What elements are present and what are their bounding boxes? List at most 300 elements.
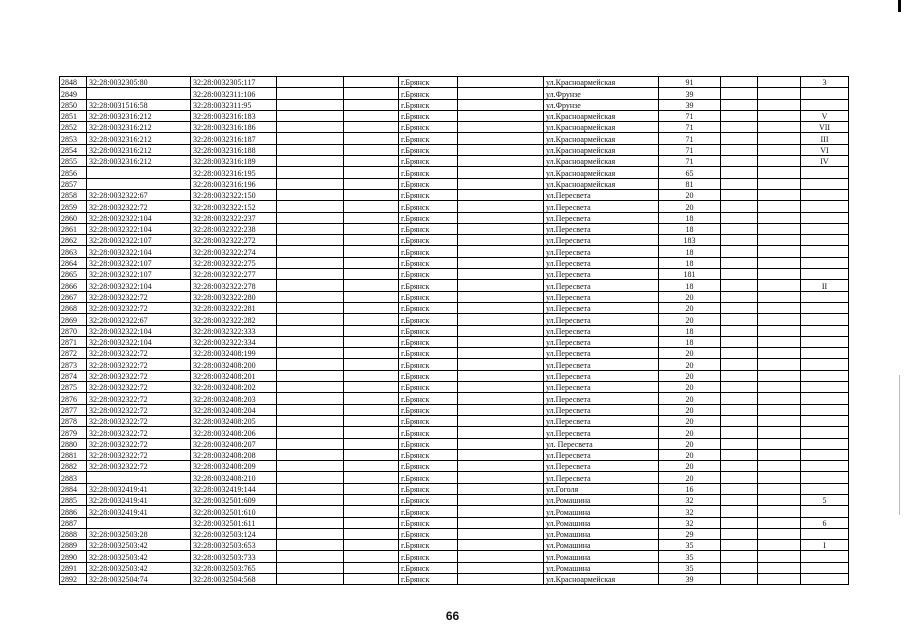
table-row	[60, 325, 849, 336]
empty-cell	[721, 133, 758, 144]
object-cadastral-cell: 32:28:0032322:237	[191, 212, 277, 223]
row-number-cell: 2868	[60, 302, 87, 313]
parcel-cadastral-cell: 32:28:0032322:104	[87, 223, 191, 234]
city-cell: г.Брянск	[399, 201, 458, 212]
house-number-cell: 71	[659, 122, 721, 133]
empty-cell	[458, 325, 544, 336]
object-cadastral-cell: 32:28:0032501:610	[191, 506, 277, 517]
empty-cell	[758, 415, 801, 426]
object-cadastral-cell: 32:28:0032322:278	[191, 280, 277, 291]
parcel-cadastral-cell: 32:28:0032322:72	[87, 415, 191, 426]
city-cell: г.Брянск	[399, 449, 458, 460]
empty-cell	[758, 483, 801, 494]
empty-cell	[277, 133, 344, 144]
empty-cell	[458, 336, 544, 347]
object-cadastral-cell: 32:28:0032408:202	[191, 382, 277, 393]
house-number-cell: 20	[659, 472, 721, 483]
house-number-cell: 18	[659, 223, 721, 234]
city-cell: г.Брянск	[399, 122, 458, 133]
empty-cell	[277, 122, 344, 133]
empty-cell	[344, 325, 399, 336]
register-table	[59, 76, 849, 585]
object-cadastral-cell: 32:28:0032501:611	[191, 517, 277, 528]
object-cadastral-cell: 32:28:0032408:204	[191, 404, 277, 415]
empty-cell	[721, 483, 758, 494]
empty-cell	[344, 99, 399, 110]
empty-cell	[458, 359, 544, 370]
empty-cell	[758, 167, 801, 178]
city-cell: г.Брянск	[399, 110, 458, 121]
city-cell: г.Брянск	[399, 223, 458, 234]
empty-cell	[721, 540, 758, 551]
street-cell: ул.Пересвета	[544, 291, 659, 302]
premises-number-cell	[801, 359, 849, 370]
table-row	[60, 201, 849, 212]
empty-cell	[758, 189, 801, 200]
house-number-cell: 20	[659, 461, 721, 472]
premises-number-cell: IV	[801, 156, 849, 167]
premises-number-cell: 6	[801, 517, 849, 528]
empty-cell	[344, 494, 399, 505]
empty-cell	[721, 574, 758, 585]
empty-cell	[277, 156, 344, 167]
house-number-cell: 20	[659, 382, 721, 393]
empty-cell	[758, 540, 801, 551]
object-cadastral-cell: 32:28:0032419:144	[191, 483, 277, 494]
street-cell: ул.Пересвета	[544, 223, 659, 234]
premises-number-cell	[801, 483, 849, 494]
empty-cell	[721, 302, 758, 313]
object-cadastral-cell: 32:28:0032408:209	[191, 461, 277, 472]
street-cell: ул.Пересвета	[544, 246, 659, 257]
table-row	[60, 246, 849, 257]
empty-cell	[721, 235, 758, 246]
object-cadastral-cell: 32:28:0032322:275	[191, 257, 277, 268]
empty-cell	[344, 574, 399, 585]
city-cell: г.Брянск	[399, 562, 458, 573]
city-cell: г.Брянск	[399, 88, 458, 99]
house-number-cell: 71	[659, 156, 721, 167]
empty-cell	[277, 574, 344, 585]
empty-cell	[721, 370, 758, 381]
object-cadastral-cell: 32:28:0032408:201	[191, 370, 277, 381]
row-number-cell: 2878	[60, 415, 87, 426]
house-number-cell: 20	[659, 314, 721, 325]
parcel-cadastral-cell: 32:28:0032322:72	[87, 201, 191, 212]
table-row	[60, 449, 849, 460]
empty-cell	[458, 246, 544, 257]
table-row	[60, 562, 849, 573]
house-number-cell: 39	[659, 88, 721, 99]
city-cell: г.Брянск	[399, 494, 458, 505]
table-row	[60, 540, 849, 551]
empty-cell	[344, 483, 399, 494]
empty-cell	[458, 257, 544, 268]
table-row	[60, 110, 849, 121]
table-row	[60, 269, 849, 280]
empty-cell	[458, 201, 544, 212]
empty-cell	[344, 178, 399, 189]
city-cell: г.Брянск	[399, 291, 458, 302]
empty-cell	[277, 438, 344, 449]
empty-cell	[277, 540, 344, 551]
empty-cell	[277, 269, 344, 280]
parcel-cadastral-cell	[87, 167, 191, 178]
empty-cell	[277, 393, 344, 404]
row-number-cell: 2864	[60, 257, 87, 268]
object-cadastral-cell: 32:28:0032503:124	[191, 528, 277, 539]
empty-cell	[721, 551, 758, 562]
house-number-cell: 71	[659, 133, 721, 144]
city-cell: г.Брянск	[399, 314, 458, 325]
empty-cell	[758, 551, 801, 562]
row-number-cell: 2872	[60, 348, 87, 359]
premises-number-cell	[801, 449, 849, 460]
empty-cell	[344, 540, 399, 551]
row-number-cell: 2886	[60, 506, 87, 517]
empty-cell	[458, 517, 544, 528]
object-cadastral-cell: 32:28:0032316:195	[191, 167, 277, 178]
empty-cell	[721, 449, 758, 460]
row-number-cell: 2880	[60, 438, 87, 449]
empty-cell	[721, 325, 758, 336]
premises-number-cell	[801, 88, 849, 99]
parcel-cadastral-cell: 32:28:0032322:104	[87, 212, 191, 223]
empty-cell	[344, 506, 399, 517]
house-number-cell: 18	[659, 212, 721, 223]
empty-cell	[344, 156, 399, 167]
empty-cell	[277, 461, 344, 472]
object-cadastral-cell: 32:28:0032316:189	[191, 156, 277, 167]
empty-cell	[721, 167, 758, 178]
empty-cell	[458, 427, 544, 438]
empty-cell	[277, 257, 344, 268]
object-cadastral-cell: 32:28:0032408:208	[191, 449, 277, 460]
empty-cell	[721, 257, 758, 268]
object-cadastral-cell: 32:28:0032322:281	[191, 302, 277, 313]
empty-cell	[458, 280, 544, 291]
premises-number-cell	[801, 269, 849, 280]
premises-number-cell	[801, 382, 849, 393]
house-number-cell: 35	[659, 562, 721, 573]
premises-number-cell	[801, 506, 849, 517]
empty-cell	[758, 156, 801, 167]
house-number-cell: 39	[659, 574, 721, 585]
row-number-cell: 2882	[60, 461, 87, 472]
street-cell: ул.Ромашина	[544, 540, 659, 551]
empty-cell	[758, 77, 801, 88]
empty-cell	[277, 88, 344, 99]
parcel-cadastral-cell: 32:28:0032322:72	[87, 291, 191, 302]
empty-cell	[721, 246, 758, 257]
city-cell: г.Брянск	[399, 382, 458, 393]
premises-number-cell	[801, 291, 849, 302]
empty-cell	[458, 562, 544, 573]
premises-number-cell	[801, 528, 849, 539]
table-row	[60, 99, 849, 110]
row-number-cell: 2852	[60, 122, 87, 133]
empty-cell	[458, 99, 544, 110]
parcel-cadastral-cell: 32:28:0032316:212	[87, 144, 191, 155]
house-number-cell: 18	[659, 336, 721, 347]
scan-edge-mark	[898, 0, 901, 12]
premises-number-cell: VI	[801, 144, 849, 155]
empty-cell	[458, 472, 544, 483]
street-cell: ул.Пересвета	[544, 325, 659, 336]
street-cell: ул.Красноармейская	[544, 167, 659, 178]
city-cell: г.Брянск	[399, 77, 458, 88]
parcel-cadastral-cell: 32:28:0032322:72	[87, 302, 191, 313]
empty-cell	[458, 382, 544, 393]
table-row	[60, 235, 849, 246]
table-row	[60, 438, 849, 449]
premises-number-cell	[801, 178, 849, 189]
house-number-cell: 32	[659, 517, 721, 528]
street-cell: ул.Красноармейская	[544, 110, 659, 121]
parcel-cadastral-cell: 32:28:0032322:67	[87, 189, 191, 200]
object-cadastral-cell: 32:28:0032408:199	[191, 348, 277, 359]
parcel-cadastral-cell: 32:28:0032322:72	[87, 438, 191, 449]
city-cell: г.Брянск	[399, 156, 458, 167]
street-cell: ул.Фрунзе	[544, 99, 659, 110]
empty-cell	[344, 562, 399, 573]
empty-cell	[758, 404, 801, 415]
house-number-cell: 20	[659, 438, 721, 449]
empty-cell	[758, 562, 801, 573]
empty-cell	[758, 88, 801, 99]
parcel-cadastral-cell: 32:28:0032322:72	[87, 370, 191, 381]
row-number-cell: 2890	[60, 551, 87, 562]
street-cell: ул.Ромашина	[544, 494, 659, 505]
parcel-cadastral-cell: 32:28:0032322:72	[87, 427, 191, 438]
row-number-cell: 2851	[60, 110, 87, 121]
empty-cell	[344, 212, 399, 223]
empty-cell	[277, 314, 344, 325]
premises-number-cell	[801, 472, 849, 483]
empty-cell	[344, 257, 399, 268]
street-cell: ул.Пересвета	[544, 280, 659, 291]
empty-cell	[721, 438, 758, 449]
parcel-cadastral-cell: 32:28:0032322:104	[87, 246, 191, 257]
empty-cell	[277, 291, 344, 302]
object-cadastral-cell: 32:28:0032322:333	[191, 325, 277, 336]
empty-cell	[458, 449, 544, 460]
row-number-cell: 2849	[60, 88, 87, 99]
street-cell: ул.Пересвета	[544, 472, 659, 483]
empty-cell	[758, 314, 801, 325]
page-number: 66	[445, 609, 460, 623]
empty-cell	[721, 427, 758, 438]
house-number-cell: 20	[659, 291, 721, 302]
object-cadastral-cell: 32:28:0032503:733	[191, 551, 277, 562]
street-cell: ул.Пересвета	[544, 212, 659, 223]
empty-cell	[344, 235, 399, 246]
parcel-cadastral-cell: 32:28:0032503:42	[87, 551, 191, 562]
table-row	[60, 483, 849, 494]
parcel-cadastral-cell	[87, 472, 191, 483]
premises-number-cell: V	[801, 110, 849, 121]
empty-cell	[344, 517, 399, 528]
premises-number-cell	[801, 235, 849, 246]
empty-cell	[458, 178, 544, 189]
empty-cell	[758, 438, 801, 449]
street-cell: ул.Пересвета	[544, 189, 659, 200]
premises-number-cell: I	[801, 540, 849, 551]
empty-cell	[458, 404, 544, 415]
empty-cell	[277, 483, 344, 494]
row-number-cell: 2857	[60, 178, 87, 189]
premises-number-cell	[801, 302, 849, 313]
empty-cell	[458, 574, 544, 585]
empty-cell	[721, 189, 758, 200]
table-row	[60, 494, 849, 505]
empty-cell	[277, 223, 344, 234]
house-number-cell: 20	[659, 404, 721, 415]
empty-cell	[458, 144, 544, 155]
table-row	[60, 517, 849, 528]
empty-cell	[721, 336, 758, 347]
empty-cell	[758, 506, 801, 517]
city-cell: г.Брянск	[399, 348, 458, 359]
empty-cell	[277, 201, 344, 212]
empty-cell	[721, 314, 758, 325]
parcel-cadastral-cell: 32:28:0032322:107	[87, 235, 191, 246]
premises-number-cell	[801, 574, 849, 585]
premises-number-cell	[801, 370, 849, 381]
empty-cell	[758, 201, 801, 212]
empty-cell	[344, 302, 399, 313]
house-number-cell: 20	[659, 189, 721, 200]
table-row	[60, 393, 849, 404]
city-cell: г.Брянск	[399, 540, 458, 551]
empty-cell	[758, 110, 801, 121]
empty-cell	[277, 472, 344, 483]
parcel-cadastral-cell: 32:28:0032503:42	[87, 540, 191, 551]
house-number-cell: 32	[659, 506, 721, 517]
object-cadastral-cell: 32:28:0032322:238	[191, 223, 277, 234]
premises-number-cell: 5	[801, 494, 849, 505]
street-cell: ул.Красноармейская	[544, 144, 659, 155]
empty-cell	[721, 201, 758, 212]
empty-cell	[344, 370, 399, 381]
object-cadastral-cell: 32:28:0032501:609	[191, 494, 277, 505]
empty-cell	[758, 223, 801, 234]
empty-cell	[277, 404, 344, 415]
street-cell: ул.Пересвета	[544, 257, 659, 268]
house-number-cell: 20	[659, 370, 721, 381]
empty-cell	[721, 88, 758, 99]
object-cadastral-cell: 32:28:0032322:150	[191, 189, 277, 200]
object-cadastral-cell: 32:28:0032316:183	[191, 110, 277, 121]
parcel-cadastral-cell: 32:28:0032503:28	[87, 528, 191, 539]
house-number-cell: 29	[659, 528, 721, 539]
object-cadastral-cell: 32:28:0032322:282	[191, 314, 277, 325]
empty-cell	[458, 461, 544, 472]
table-row	[60, 302, 849, 313]
city-cell: г.Брянск	[399, 325, 458, 336]
premises-number-cell	[801, 461, 849, 472]
row-number-cell: 2859	[60, 201, 87, 212]
empty-cell	[344, 269, 399, 280]
empty-cell	[721, 110, 758, 121]
empty-cell	[344, 528, 399, 539]
empty-cell	[277, 212, 344, 223]
empty-cell	[458, 314, 544, 325]
object-cadastral-cell: 32:28:0032316:188	[191, 144, 277, 155]
street-cell: ул.Пересвета	[544, 461, 659, 472]
row-number-cell: 2888	[60, 528, 87, 539]
empty-cell	[277, 302, 344, 313]
row-number-cell: 2892	[60, 574, 87, 585]
house-number-cell: 18	[659, 325, 721, 336]
premises-number-cell	[801, 404, 849, 415]
empty-cell	[758, 461, 801, 472]
parcel-cadastral-cell: 32:28:0032504:74	[87, 574, 191, 585]
house-number-cell: 20	[659, 427, 721, 438]
parcel-cadastral-cell: 32:28:0031516:58	[87, 99, 191, 110]
empty-cell	[721, 178, 758, 189]
city-cell: г.Брянск	[399, 269, 458, 280]
parcel-cadastral-cell: 32:28:0032322:67	[87, 314, 191, 325]
empty-cell	[458, 77, 544, 88]
empty-cell	[458, 415, 544, 426]
empty-cell	[344, 359, 399, 370]
city-cell: г.Брянск	[399, 167, 458, 178]
empty-cell	[344, 246, 399, 257]
table-row	[60, 370, 849, 381]
premises-number-cell	[801, 438, 849, 449]
empty-cell	[344, 472, 399, 483]
empty-cell	[758, 528, 801, 539]
table-row	[60, 77, 849, 88]
city-cell: г.Брянск	[399, 438, 458, 449]
street-cell: ул.Пересвета	[544, 393, 659, 404]
object-cadastral-cell: 32:28:0032408:206	[191, 427, 277, 438]
empty-cell	[277, 562, 344, 573]
empty-cell	[758, 336, 801, 347]
street-cell: ул.Ромашина	[544, 551, 659, 562]
empty-cell	[721, 359, 758, 370]
premises-number-cell	[801, 415, 849, 426]
house-number-cell: 16	[659, 483, 721, 494]
object-cadastral-cell: 32:28:0032408:207	[191, 438, 277, 449]
city-cell: г.Брянск	[399, 415, 458, 426]
row-number-cell: 2875	[60, 382, 87, 393]
street-cell: ул.Пересвета	[544, 269, 659, 280]
empty-cell	[758, 325, 801, 336]
table-row	[60, 156, 849, 167]
premises-number-cell: 3	[801, 77, 849, 88]
city-cell: г.Брянск	[399, 144, 458, 155]
city-cell: г.Брянск	[399, 517, 458, 528]
empty-cell	[277, 235, 344, 246]
empty-cell	[758, 574, 801, 585]
empty-cell	[458, 133, 544, 144]
table-row	[60, 189, 849, 200]
table-row	[60, 133, 849, 144]
row-number-cell: 2889	[60, 540, 87, 551]
city-cell: г.Брянск	[399, 133, 458, 144]
house-number-cell: 35	[659, 540, 721, 551]
premises-number-cell	[801, 551, 849, 562]
row-number-cell: 2858	[60, 189, 87, 200]
premises-number-cell	[801, 212, 849, 223]
row-number-cell: 2881	[60, 449, 87, 460]
object-cadastral-cell: 32:28:0032504:568	[191, 574, 277, 585]
table-row	[60, 314, 849, 325]
empty-cell	[277, 382, 344, 393]
empty-cell	[344, 393, 399, 404]
